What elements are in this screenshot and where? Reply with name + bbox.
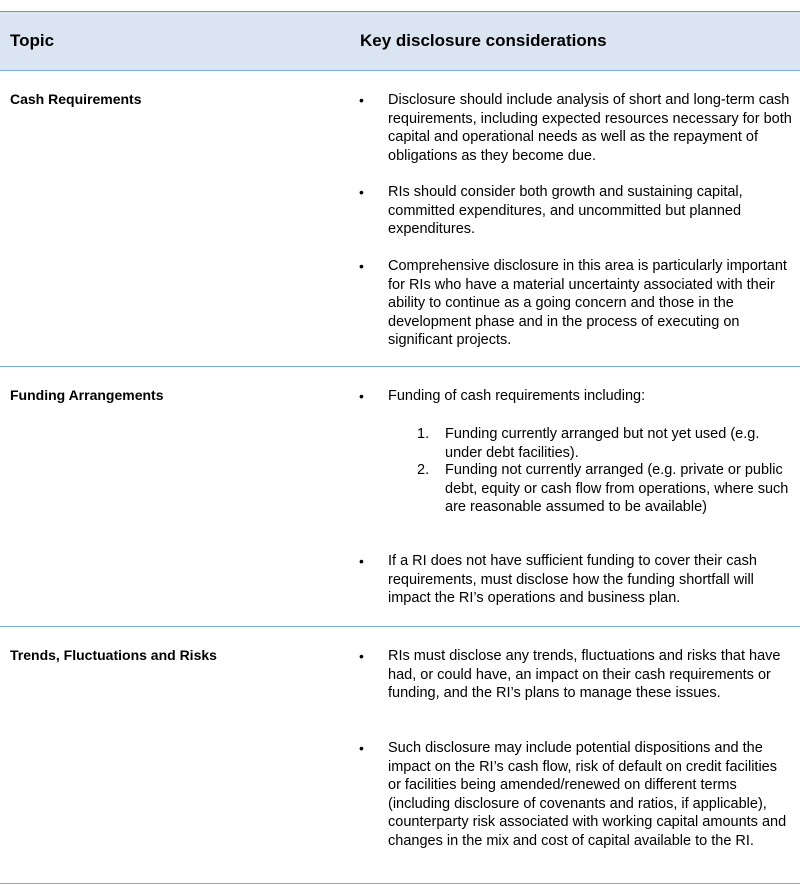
bullet-dot: • bbox=[359, 258, 364, 274]
bullet-dot: • bbox=[359, 648, 364, 664]
bullet-dot: • bbox=[359, 553, 364, 569]
row-divider bbox=[0, 626, 800, 627]
table-header bbox=[0, 11, 800, 71]
bullet-dot: • bbox=[359, 388, 364, 404]
bullet-dot: • bbox=[359, 184, 364, 200]
sublist-item: Funding not currently arranged (e.g. private or public debt, equity or cash flow from operations, where such are reasonable assumed to be available) bbox=[445, 462, 789, 516]
bullet-text: RIs must disclose any trends, fluctuations and risks that have had, or could have, an impact on their cash requirements or funding, and the RI’s plans to manage these issues. bbox=[388, 648, 781, 702]
bullet-text: If a RI does not have sufficient funding to cover their cash requirements, must disclose how the funding shortfall will impact the RI’s operations and business plan. bbox=[388, 553, 757, 607]
bullet-text: Comprehensive disclosure in this area is particularly important for RIs who have a material uncertainty associated with their ability to continue as a going concern and those in the development phase and in the process of executing on significant projects. bbox=[388, 258, 787, 349]
bullet-text: Such disclosure may include potential dispositions and the impact on the RI’s cash flow, risk of default on credit facilities or facilities being amended/renewed on different terms (including disclosure of covenants and ratios, if applicable), counterparty risk associated with working capital amounts and changes in the mix and cost of capital available to the RI. bbox=[388, 740, 787, 849]
bullet-text: RIs should consider both growth and sustaining capital, committed expenditures, and uncommitted but planned expenditures. bbox=[388, 184, 743, 238]
sublist-number: 2. bbox=[417, 462, 430, 478]
bullet-text: Funding of cash requirements including: bbox=[388, 388, 646, 404]
header-considerations: Key disclosure considerations bbox=[360, 31, 607, 50]
sublist-item: Funding currently arranged but not yet used (e.g. under debt facilities). bbox=[445, 426, 760, 461]
bullet-text: Disclosure should include analysis of short and long-term cash requirements, including expected resources necessary for both capital and operational needs as well as the repayment of obligations as they become due. bbox=[388, 92, 792, 164]
header-divider bbox=[0, 70, 800, 71]
row-divider bbox=[0, 883, 800, 884]
header-topic: Topic bbox=[10, 31, 55, 50]
sublist-number: 1. bbox=[417, 426, 430, 442]
topic-trends-fluctuations-risks: Trends, Fluctuations and Risks bbox=[10, 647, 217, 663]
topic-cash-requirements: Cash Requirements bbox=[10, 91, 142, 107]
bullet-dot: • bbox=[359, 92, 364, 108]
bullet-dot: • bbox=[359, 740, 364, 756]
topic-funding-arrangements: Funding Arrangements bbox=[10, 387, 164, 403]
row-divider bbox=[0, 366, 800, 367]
